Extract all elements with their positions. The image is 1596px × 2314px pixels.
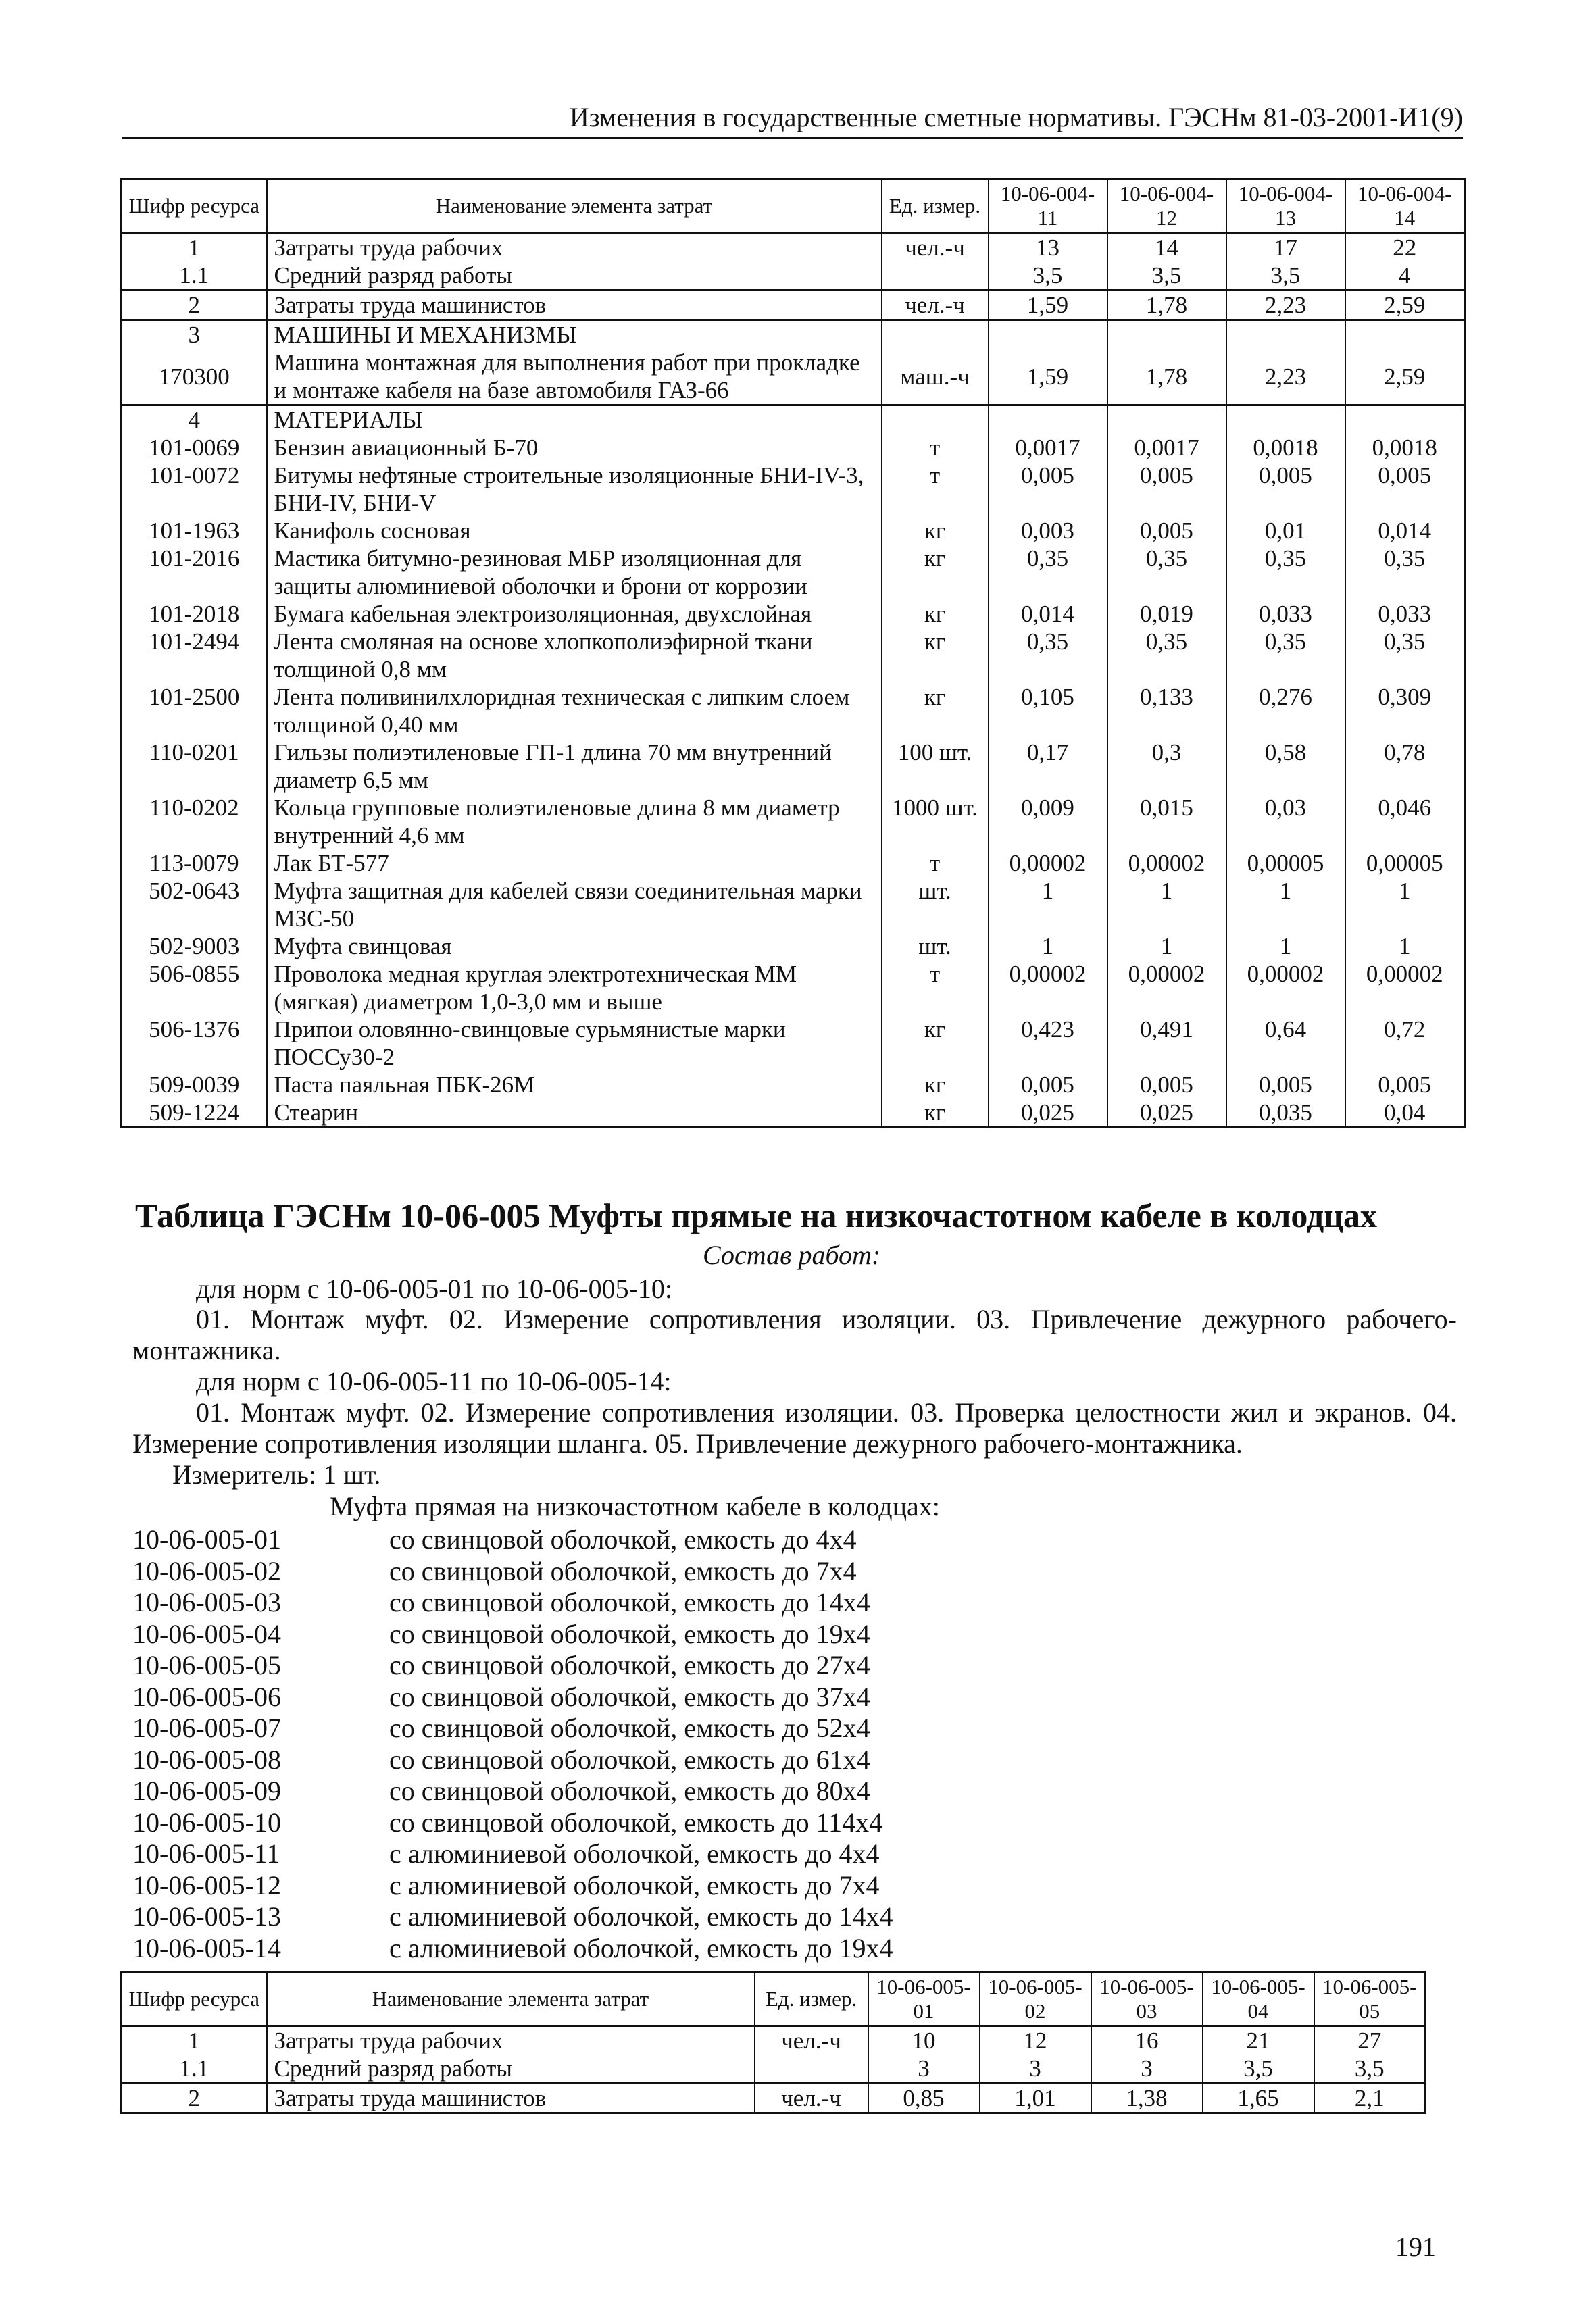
value-cell: 0,491 xyxy=(1107,1015,1226,1071)
norm-code: 10-06-005-10 xyxy=(132,1807,281,1838)
resource-code: 101-2500 xyxy=(122,683,267,738)
table-row xyxy=(122,600,1465,628)
section-subtitle: Состав работ: xyxy=(703,1240,881,1270)
header-code: Шифр ресурса xyxy=(122,1973,267,2026)
table-header-row xyxy=(122,180,1465,233)
unit-cell xyxy=(755,2055,868,2084)
value-cell: 1 xyxy=(1107,932,1226,960)
value-cell: 0,019 xyxy=(1107,600,1226,628)
table-row xyxy=(122,517,1465,545)
resource-code: 101-1963 xyxy=(122,517,267,545)
group-title: Муфта прямая на низкочастотном кабеле в колодцах: xyxy=(330,1491,940,1521)
value-cell: 0,033 xyxy=(1345,600,1465,628)
value-cell: 1 xyxy=(1345,877,1465,932)
cost-item-name: Лента смоляная на основе хлопкополиэфирной ткани толщиной 0,8 мм xyxy=(267,628,882,683)
table-row xyxy=(122,1071,1465,1099)
value-cell: 0,00002 xyxy=(1226,960,1345,1015)
resource-code: 1 xyxy=(122,233,267,262)
norm-code: 10-06-005-04 xyxy=(132,1618,281,1649)
value-cell: 0,58 xyxy=(1226,738,1345,794)
value-cell: 1,38 xyxy=(1091,2084,1203,2113)
table-row xyxy=(122,683,1465,738)
value-cell: 0,005 xyxy=(1345,461,1465,517)
unit-cell: т xyxy=(882,461,989,517)
header-col: 10-06-004-13 xyxy=(1226,180,1345,233)
cost-table-004 xyxy=(120,178,1466,1128)
resource-code: 110-0201 xyxy=(122,738,267,794)
table-row xyxy=(122,461,1465,517)
norm-description: с алюминиевой оболочкой, емкость до 14x4 xyxy=(389,1901,893,1932)
table-row xyxy=(122,261,1465,291)
norm-description: с алюминиевой оболочкой, емкость до 19x4 xyxy=(389,1932,893,1963)
header-code: Шифр ресурса xyxy=(122,180,267,233)
resource-code: 110-0202 xyxy=(122,794,267,849)
cost-item-name: Битумы нефтяные строительные изоляционные БНИ-IV-3, БНИ-IV, БНИ-V xyxy=(267,461,882,517)
value-cell: 0,005 xyxy=(1107,517,1226,545)
cost-item-name: Машина монтажная для выполнения работ при прокладке и монтаже кабеля на базе автомобиля ГАЗ-66 xyxy=(267,349,882,405)
value-cell: 0,17 xyxy=(989,738,1107,794)
norm-code: 10-06-005-02 xyxy=(132,1555,281,1586)
value-cell: 2,23 xyxy=(1226,349,1345,405)
table-row xyxy=(122,877,1465,932)
resource-code: 101-2016 xyxy=(122,545,267,600)
meter: Измеритель: 1 шт. xyxy=(172,1459,381,1490)
table-row xyxy=(122,2026,1426,2055)
cost-item-name: МАШИНЫ И МЕХАНИЗМЫ xyxy=(267,320,882,349)
header-col: 10-06-004-11 xyxy=(989,180,1107,233)
value-cell: 0,0017 xyxy=(989,434,1107,461)
value-cell: 0,005 xyxy=(989,461,1107,517)
cost-item-name: Гильзы полиэтиленовые ГП-1 длина 70 мм внутренний диаметр 6,5 мм xyxy=(267,738,882,794)
header-col: 10-06-004-14 xyxy=(1345,180,1465,233)
norm-description: со свинцовой оболочкой, емкость до 61x4 xyxy=(389,1744,870,1775)
page-number: 191 xyxy=(1395,2232,1436,2262)
norms-range-1: для норм с 10-06-005-01 по 10-06-005-10: xyxy=(196,1274,673,1304)
unit-cell: кг xyxy=(882,683,989,738)
table-row xyxy=(122,932,1465,960)
unit-cell: чел.-ч xyxy=(882,233,989,262)
unit-cell: кг xyxy=(882,545,989,600)
value-cell: 14 xyxy=(1107,233,1226,262)
cost-item-name: Мастика битумно-резиновая МБР изоляционная для защиты алюминиевой оболочки и брони от коррозии xyxy=(267,545,882,600)
value-cell: 0,005 xyxy=(1226,1071,1345,1099)
norm-description: со свинцовой оболочкой, емкость до 114x4 xyxy=(389,1807,883,1838)
value-cell: 0,005 xyxy=(1107,461,1226,517)
cost-table-005 xyxy=(120,1971,1426,2114)
value-cell: 0,64 xyxy=(1226,1015,1345,1071)
cost-item-name: Лента поливинилхлоридная техническая с липким слоем толщиной 0,40 мм xyxy=(267,683,882,738)
value-cell: 1,59 xyxy=(989,349,1107,405)
value-cell: 0,0018 xyxy=(1345,434,1465,461)
norm-code: 10-06-005-08 xyxy=(132,1744,281,1775)
value-cell: 0,033 xyxy=(1226,600,1345,628)
table-row xyxy=(122,349,1465,405)
norm-description: со свинцовой оболочкой, емкость до 14x4 xyxy=(389,1587,870,1617)
value-cell: 0,35 xyxy=(989,545,1107,600)
value-cell: 22 xyxy=(1345,233,1465,262)
table-row xyxy=(122,291,1465,320)
value-cell: 27 xyxy=(1314,2026,1426,2055)
value-cell: 0,005 xyxy=(989,1071,1107,1099)
value-cell: 2,59 xyxy=(1345,349,1465,405)
value-cell: 0,03 xyxy=(1226,794,1345,849)
value-cell: 0,133 xyxy=(1107,683,1226,738)
unit-cell: чел.-ч xyxy=(882,291,989,320)
table-row xyxy=(122,2084,1426,2113)
norm-description: со свинцовой оболочкой, емкость до 80x4 xyxy=(389,1776,870,1806)
value-cell: 0,423 xyxy=(989,1015,1107,1071)
cost-item-name: Средний разряд работы xyxy=(267,261,882,291)
value-cell xyxy=(989,320,1107,349)
section-title: Таблица ГЭСНм 10-06-005 Муфты прямые на низкочастотном кабеле в колодцах xyxy=(135,1197,1378,1234)
header-unit: Ед. измер. xyxy=(755,1973,868,2026)
value-cell: 0,35 xyxy=(1226,545,1345,600)
value-cell: 0,009 xyxy=(989,794,1107,849)
list-item xyxy=(132,1682,893,1713)
value-cell: 4 xyxy=(1345,261,1465,291)
works-list-1: 01. Монтаж муфт. 02. Измерение сопротивления изоляции. 03. Привлечение дежурного рабочего-монтажника. xyxy=(132,1304,1457,1365)
unit-cell: кг xyxy=(882,600,989,628)
header-col: 10-06-005-04 xyxy=(1203,1973,1314,2026)
cost-item-name: Затраты труда машинистов xyxy=(267,2084,755,2113)
resource-code: 113-0079 xyxy=(122,849,267,877)
value-cell: 0,025 xyxy=(1107,1099,1226,1128)
norm-description: с алюминиевой оболочкой, емкость до 7x4 xyxy=(389,1869,880,1901)
norm-code: 10-06-005-07 xyxy=(132,1713,281,1743)
resource-code: 1.1 xyxy=(122,2055,267,2084)
table-row xyxy=(122,738,1465,794)
resource-code: 506-0855 xyxy=(122,960,267,1015)
norm-code: 10-06-005-12 xyxy=(132,1869,281,1901)
value-cell: 1,01 xyxy=(980,2084,1091,2113)
value-cell: 2,59 xyxy=(1345,291,1465,320)
norm-code: 10-06-005-11 xyxy=(132,1838,280,1869)
value-cell: 0,78 xyxy=(1345,738,1465,794)
value-cell xyxy=(989,405,1107,434)
unit-cell: шт. xyxy=(882,877,989,932)
cost-item-name: Припои оловянно-свинцовые сурьмянистые марки ПОССу30-2 xyxy=(267,1015,882,1071)
norm-codes-list xyxy=(132,1524,893,1964)
norm-description: со свинцовой оболочкой, емкость до 52x4 xyxy=(389,1713,870,1743)
unit-cell xyxy=(882,320,989,349)
unit-cell: чел.-ч xyxy=(755,2026,868,2055)
value-cell: 0,00002 xyxy=(989,849,1107,877)
value-cell: 1,59 xyxy=(989,291,1107,320)
value-cell: 1 xyxy=(1107,877,1226,932)
list-item xyxy=(132,1619,893,1651)
unit-cell: кг xyxy=(882,1015,989,1071)
unit-cell: 100 шт. xyxy=(882,738,989,794)
value-cell: 0,35 xyxy=(1345,628,1465,683)
value-cell: 0,85 xyxy=(868,2084,980,2113)
value-cell xyxy=(1107,405,1226,434)
table-header-row xyxy=(122,1973,1426,2026)
list-item xyxy=(132,1556,893,1588)
value-cell: 0,72 xyxy=(1345,1015,1465,1071)
norm-description: со свинцовой оболочкой, емкость до 19x4 xyxy=(389,1618,870,1649)
value-cell: 1,78 xyxy=(1107,291,1226,320)
resource-code: 170300 xyxy=(122,349,267,405)
value-cell: 0,014 xyxy=(989,600,1107,628)
list-item xyxy=(132,1838,893,1870)
value-cell: 10 xyxy=(868,2026,980,2055)
value-cell: 1 xyxy=(1226,877,1345,932)
value-cell xyxy=(1226,320,1345,349)
value-cell: 0,005 xyxy=(1107,1071,1226,1099)
value-cell: 16 xyxy=(1091,2026,1203,2055)
cost-item-name: Проволока медная круглая электротехническая ММ (мягкая) диаметром 1,0-3,0 мм и выше xyxy=(267,960,882,1015)
norm-description: с алюминиевой оболочкой, емкость до 4x4 xyxy=(389,1838,880,1869)
cost-item-name: МАТЕРИАЛЫ xyxy=(267,405,882,434)
value-cell: 0,35 xyxy=(1107,628,1226,683)
value-cell: 0,046 xyxy=(1345,794,1465,849)
table-row xyxy=(122,405,1465,434)
value-cell: 3,5 xyxy=(1107,261,1226,291)
norm-code: 10-06-005-13 xyxy=(132,1901,281,1932)
value-cell: 0,00002 xyxy=(989,960,1107,1015)
norm-code: 10-06-005-05 xyxy=(132,1650,281,1680)
value-cell: 1,65 xyxy=(1203,2084,1314,2113)
value-cell: 0,005 xyxy=(1345,1071,1465,1099)
resource-code: 4 xyxy=(122,405,267,434)
header-col: 10-06-005-03 xyxy=(1091,1973,1203,2026)
works-list-2: 01. Монтаж муфт. 02. Измерение сопротивления изоляции. 03. Проверка целостности жил и экранов. 04. Измерение сопротивления изоляции шланга. 05. Привлечение дежурного рабочего-монтажника. xyxy=(132,1397,1457,1459)
table-row xyxy=(122,434,1465,461)
cost-item-name: Канифоль сосновая xyxy=(267,517,882,545)
norm-code: 10-06-005-06 xyxy=(132,1681,281,1712)
norms-range-2: для норм с 10-06-005-11 по 10-06-005-14: xyxy=(196,1366,672,1397)
value-cell: 0,309 xyxy=(1345,683,1465,738)
table-row xyxy=(122,320,1465,349)
value-cell: 3,5 xyxy=(1203,2055,1314,2084)
resource-code: 101-0069 xyxy=(122,434,267,461)
unit-cell: т xyxy=(882,849,989,877)
resource-code: 502-9003 xyxy=(122,932,267,960)
value-cell: 0,005 xyxy=(1226,461,1345,517)
value-cell xyxy=(1345,320,1465,349)
table-row xyxy=(122,1099,1465,1128)
cost-item-name: Лак БТ-577 xyxy=(267,849,882,877)
list-item xyxy=(132,1776,893,1807)
resource-code: 1.1 xyxy=(122,261,267,291)
resource-code: 101-2494 xyxy=(122,628,267,683)
unit-cell: кг xyxy=(882,517,989,545)
resource-code: 506-1376 xyxy=(122,1015,267,1071)
norm-code: 10-06-005-14 xyxy=(132,1932,281,1963)
resource-code: 3 xyxy=(122,320,267,349)
value-cell: 0,00005 xyxy=(1345,849,1465,877)
value-cell: 3 xyxy=(868,2055,980,2084)
list-item xyxy=(132,1933,893,1965)
value-cell: 0,01 xyxy=(1226,517,1345,545)
list-item xyxy=(132,1901,893,1933)
header-name: Наименование элемента затрат xyxy=(267,1973,755,2026)
table-row xyxy=(122,794,1465,849)
value-cell: 1 xyxy=(1345,932,1465,960)
unit-cell: т xyxy=(882,960,989,1015)
running-header: Изменения в государственные сметные нормативы. ГЭСНм 81-03-2001-И1(9) xyxy=(122,101,1463,139)
value-cell: 17 xyxy=(1226,233,1345,262)
header-col: 10-06-005-05 xyxy=(1314,1973,1426,2026)
value-cell xyxy=(1226,405,1345,434)
table-row xyxy=(122,545,1465,600)
value-cell: 2,23 xyxy=(1226,291,1345,320)
table-row xyxy=(122,628,1465,683)
value-cell: 0,014 xyxy=(1345,517,1465,545)
value-cell: 3,5 xyxy=(1226,261,1345,291)
unit-cell: кг xyxy=(882,1071,989,1099)
norm-description: со свинцовой оболочкой, емкость до 37x4 xyxy=(389,1681,870,1712)
value-cell: 0,35 xyxy=(989,628,1107,683)
table-row xyxy=(122,849,1465,877)
list-item xyxy=(132,1870,893,1902)
unit-cell: кг xyxy=(882,628,989,683)
value-cell: 0,00002 xyxy=(1345,960,1465,1015)
value-cell: 0,0018 xyxy=(1226,434,1345,461)
value-cell: 1 xyxy=(989,932,1107,960)
value-cell xyxy=(1107,320,1226,349)
header-col: 10-06-005-01 xyxy=(868,1973,980,2026)
table-row xyxy=(122,233,1465,262)
table-row xyxy=(122,960,1465,1015)
value-cell: 0,35 xyxy=(1107,545,1226,600)
list-item xyxy=(132,1587,893,1619)
cost-item-name: Паста паяльная ПБК-26М xyxy=(267,1071,882,1099)
unit-cell xyxy=(882,405,989,434)
unit-cell: маш.-ч xyxy=(882,349,989,405)
table-row xyxy=(122,1015,1465,1071)
value-cell: 12 xyxy=(980,2026,1091,2055)
value-cell: 21 xyxy=(1203,2026,1314,2055)
resource-code: 509-0039 xyxy=(122,1071,267,1099)
value-cell: 1 xyxy=(989,877,1107,932)
resource-code: 502-0643 xyxy=(122,877,267,932)
resource-code: 509-1224 xyxy=(122,1099,267,1128)
cost-item-name: Затраты труда рабочих xyxy=(267,233,882,262)
value-cell: 1,78 xyxy=(1107,349,1226,405)
resource-code: 2 xyxy=(122,291,267,320)
list-item xyxy=(132,1524,893,1556)
value-cell: 0,04 xyxy=(1345,1099,1465,1128)
norm-code: 10-06-005-01 xyxy=(132,1524,281,1555)
resource-code: 101-0072 xyxy=(122,461,267,517)
cost-item-name: Стеарин xyxy=(267,1099,882,1128)
header-unit: Ед. измер. xyxy=(882,180,989,233)
cost-item-name: Затраты труда рабочих xyxy=(267,2026,755,2055)
value-cell: 0,035 xyxy=(1226,1099,1345,1128)
list-item xyxy=(132,1650,893,1682)
norm-code: 10-06-005-03 xyxy=(132,1587,281,1617)
value-cell: 0,0017 xyxy=(1107,434,1226,461)
value-cell: 13 xyxy=(989,233,1107,262)
header-name: Наименование элемента затрат xyxy=(267,180,882,233)
value-cell: 0,35 xyxy=(1226,628,1345,683)
unit-cell: чел.-ч xyxy=(755,2084,868,2113)
cost-item-name: Бензин авиационный Б-70 xyxy=(267,434,882,461)
norm-code: 10-06-005-09 xyxy=(132,1776,281,1806)
cost-item-name: Средний разряд работы xyxy=(267,2055,755,2084)
value-cell: 2,1 xyxy=(1314,2084,1426,2113)
value-cell: 3 xyxy=(980,2055,1091,2084)
header-col: 10-06-004-12 xyxy=(1107,180,1226,233)
cost-item-name: Муфта защитная для кабелей связи соединительная марки МЗС-50 xyxy=(267,877,882,932)
value-cell: 0,003 xyxy=(989,517,1107,545)
value-cell: 0,00002 xyxy=(1107,960,1226,1015)
unit-cell xyxy=(882,261,989,291)
resource-code: 2 xyxy=(122,2084,267,2113)
value-cell: 0,276 xyxy=(1226,683,1345,738)
list-item xyxy=(132,1807,893,1839)
value-cell: 1 xyxy=(1226,932,1345,960)
value-cell: 0,105 xyxy=(989,683,1107,738)
unit-cell: шт. xyxy=(882,932,989,960)
value-cell: 3,5 xyxy=(989,261,1107,291)
unit-cell: кг xyxy=(882,1099,989,1128)
value-cell xyxy=(1345,405,1465,434)
cost-item-name: Бумага кабельная электроизоляционная, двухслойная xyxy=(267,600,882,628)
resource-code: 1 xyxy=(122,2026,267,2055)
cost-item-name: Затраты труда машинистов xyxy=(267,291,882,320)
cost-item-name: Муфта свинцовая xyxy=(267,932,882,960)
value-cell: 3,5 xyxy=(1314,2055,1426,2084)
value-cell: 0,00002 xyxy=(1107,849,1226,877)
list-item xyxy=(132,1713,893,1744)
value-cell: 3 xyxy=(1091,2055,1203,2084)
list-item xyxy=(132,1744,893,1776)
unit-cell: т xyxy=(882,434,989,461)
norm-description: со свинцовой оболочкой, емкость до 27x4 xyxy=(389,1650,870,1680)
table-row xyxy=(122,2055,1426,2084)
norm-description: со свинцовой оболочкой, емкость до 7x4 xyxy=(389,1555,857,1586)
norm-description: со свинцовой оболочкой, емкость до 4x4 xyxy=(389,1524,857,1555)
value-cell: 0,3 xyxy=(1107,738,1226,794)
value-cell: 0,35 xyxy=(1345,545,1465,600)
value-cell: 0,015 xyxy=(1107,794,1226,849)
value-cell: 0,025 xyxy=(989,1099,1107,1128)
header-col: 10-06-005-02 xyxy=(980,1973,1091,2026)
value-cell: 0,00005 xyxy=(1226,849,1345,877)
unit-cell: 1000 шт. xyxy=(882,794,989,849)
cost-item-name: Кольца групповые полиэтиленовые длина 8 мм диаметр внутренний 4,6 мм xyxy=(267,794,882,849)
resource-code: 101-2018 xyxy=(122,600,267,628)
